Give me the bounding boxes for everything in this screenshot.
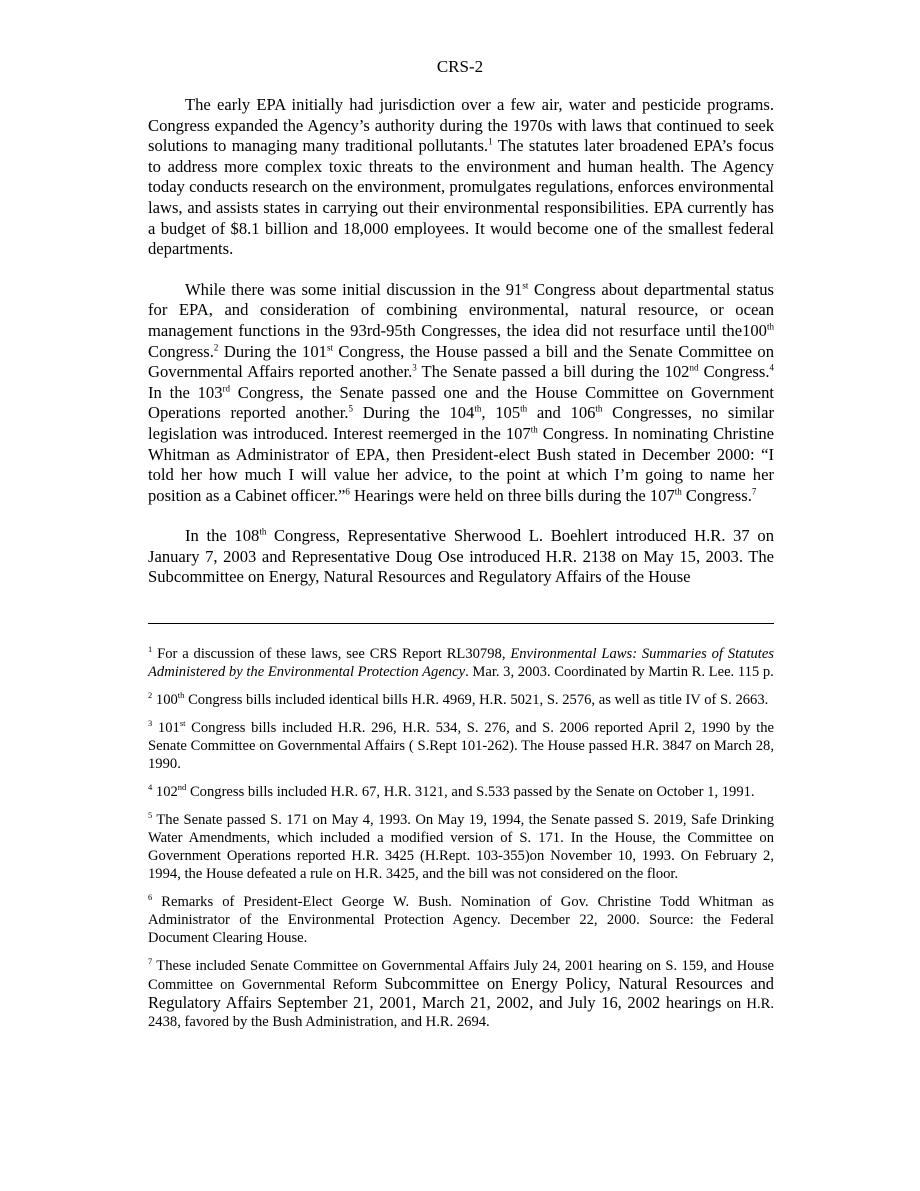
footnote-ref: 1 <box>488 136 493 147</box>
footnote-6: $^6$ Remarks of President-Elect George W. Bush. Nomination of Gov. Christine Todd Whitman as Administrator of the Environmental Protection Agency. December 22, 2000. Source: the Federal Document Clearing House. <box>148 892 774 946</box>
footnote-ref: 6 <box>345 486 350 497</box>
footnote-2: $^2$ 100th Congress bills included identical bills H.R. 4969, H.R. 5021, S. 2576, as well as title IV of S. 2663. <box>148 690 769 708</box>
footnote-5: $^5$ The Senate passed S. 171 on May 4, 1993. On May 19, 1994, the Senate passed S. 2019, Safe Drinking Water Amendments, which included a modified version of S. 171. In the House, the Committee on Government Operations reported H.R. 3425 (H.Rept. 103-355)on November 10, 1993. On February 2, 1994, the House defeated a rule on H.R. 3425, and the bill was not considered on the floor. <box>148 810 774 882</box>
footnotes <box>148 645 774 1041</box>
paragraph-1: The early EPA initially had jurisdiction over a few air, water and pesticide programs. Congress expanded the Agency’s authority during the 1970s with laws that continued to seek solutions to managing many traditional pollutants.$^1$ The statutes later broadened EPA’s focus to address more complex toxic threats to the environment and human health. The Agency today conducts research on the environment, promulgates regulations, enforces environmental laws, and assists states in carrying out their environmental responsibilities. EPA currently has a budget of $8.1 billion and 18,000 employees. It would become one of the smallest federal departments. <box>148 95 774 259</box>
footnote-divider <box>148 623 774 624</box>
footnote-ref: 5 <box>348 403 354 414</box>
paragraph-3: In the 108th Congress, Representative Sherwood L. Boehlert introduced H.R. 37 on January 7, 2003 and Representative Doug Ose introduced H.R. 2138 on May 15, 2003. The Subcommittee on Energy, Natural Resources and Regulatory Affairs of the House <box>148 526 774 587</box>
footnote-3: $^3$ 101st Congress bills included H.R. 296, H.R. 534, S. 276, and S. 2006 reported April 2, 1990 by the Senate Committee on Governmental Affairs ( S.Rept 101-262). The House passed H.R. 3847 on March 28, 1990. <box>148 718 774 772</box>
footnote-ref: 4 <box>769 362 774 373</box>
footnote-ref: 7 <box>751 486 757 497</box>
footnote-ref: 3 <box>412 362 417 373</box>
paragraph-2: While there was some initial discussion in the 91st Congress about departmental status for EPA, and consideration of combining environmental, natural resource, or ocean management functions in the 93rd-95th Congresses, the idea did not resurface until the100th Congress.$^2$ During the 101st Congress, the House passed a bill and the Senate Committee on Governmental Affairs reported another.$^3$ The Senate passed a bill during the 102nd Congress.$^4$ In the 103rd Congress, the Senate passed one and the House Committee on Government Operations reported another.$^5$ During the 104th, 105th and 106th Congresses, no similar legislation was introduced. Interest reemerged in the 107th Congress. In nominating Christine Whitman as Administrator of EPA, then President-elect Bush stated in December 2000: “I told her how much I will value her advice, to the point at which I’m going to name her position as a Cabinet officer.”$^6$ Hearings were held on three bills during the 107th Congress.$^7$ <box>148 279 775 505</box>
body-text <box>148 95 774 608</box>
footnote-4: $^4$ 102nd Congress bills included H.R. 67, H.R. 3121, and S.533 passed by the Senate on October 1, 1991. <box>148 782 755 800</box>
footnote-ref: 2 <box>213 342 219 352</box>
page-header: CRS-2 <box>436 57 484 76</box>
footnote-1: $^1$ For a discussion of these laws, see CRS Report RL30798, Environmental Laws: Summaries of Statutes Administered by the Environmental Protection Agency. Mar. 3, 2003. Coordinated by Martin R. Lee. 115 p. <box>148 644 774 680</box>
footnote-7: $^7$ These included Senate Committee on Governmental Affairs July 24, 2001 hearing on S. 159, and House Committee on Governmental Reform Subcommittee on Energy Policy, Natural Resources and Regulatory Affairs September 21, 2001, March 21, 2002, and July 16, 2002 hearings on H.R. 2438, favored by the Bush Administration, and H.R. 2694. <box>148 956 774 1030</box>
